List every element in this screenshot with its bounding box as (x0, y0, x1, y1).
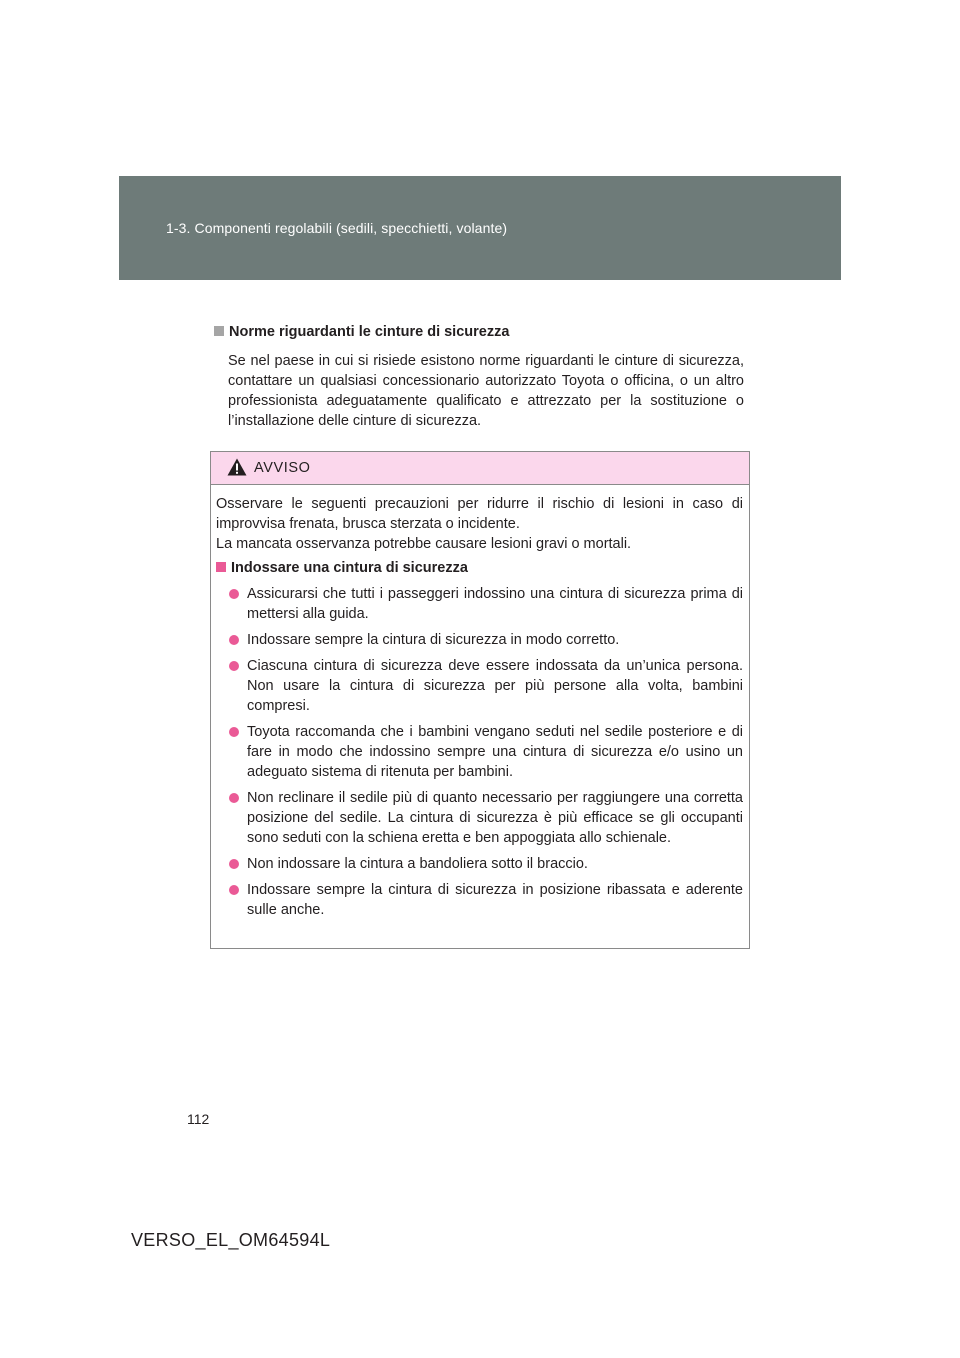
warning-box (210, 451, 750, 949)
circle-bullet-icon (229, 727, 239, 737)
list-item-text: Indossare sempre la cintura di sicurezza in modo corretto. (247, 632, 620, 648)
square-bullet-icon (216, 562, 226, 572)
list-item (216, 722, 743, 782)
list-item (216, 788, 743, 848)
list-item (216, 656, 743, 716)
circle-bullet-icon (229, 885, 239, 895)
list-item-text: Non reclinare il sedile più di quanto necessario per raggiungere una corretta posizione del sedile. La cintura di sicurezza è più efficace se gli occupanti sono seduti con la schiena eretta e ben appoggiata allo schienale. (247, 790, 743, 846)
circle-bullet-icon (229, 589, 239, 599)
list-item-text: Indossare sempre la cintura di sicurezza in posizione ribassata e aderente sulle anche. (247, 882, 743, 918)
warning-header (211, 452, 749, 485)
warning-intro-line-1: Osservare le seguenti precauzioni per ridurre il rischio di lesioni in caso di improvvisa frenata, brusca sterzata o incidente. (216, 496, 743, 532)
warning-intro (216, 494, 743, 554)
circle-bullet-icon (229, 859, 239, 869)
list-item (216, 630, 743, 650)
warning-subheading (216, 558, 743, 578)
chapter-header-band (119, 176, 841, 280)
list-item (216, 854, 743, 874)
circle-bullet-icon (229, 661, 239, 671)
circle-bullet-icon (229, 635, 239, 645)
warning-subheading-text: Indossare una cintura di sicurezza (231, 560, 468, 576)
list-item (216, 880, 743, 920)
section-heading (214, 322, 744, 342)
list-item-text: Non indossare la cintura a bandoliera sotto il braccio. (247, 856, 588, 872)
list-item-text: Assicurarsi che tutti i passeggeri indossino una cintura di sicurezza prima di mettersi alla guida. (247, 586, 743, 622)
list-item (216, 584, 743, 624)
section-body: Se nel paese in cui si risiede esistono norme riguardanti le cinture di sicurezza, contattare un qualsiasi concessionario autorizzato Toyota o officina, o un altro professionista adeguatamente qualificato e attrezzato per la sostituzione o l’installazione delle cinture di sicurezza. (228, 353, 744, 429)
list-item-text: Ciascuna cintura di sicurezza deve essere indossata da un’unica persona. Non usare la cintura di sicurezza per più persone alla volta, bambini compresi. (247, 658, 743, 714)
page-number: 112 (187, 1111, 210, 1127)
list-item-text: Toyota raccomanda che i bambini vengano seduti nel sedile posteriore e di fare in modo che indossino sempre una cintura di sicurezza e/o usino un adeguato sistema di ritenuta per bambini. (247, 724, 743, 780)
warning-triangle-icon (227, 458, 247, 476)
section-heading-text: Norme riguardanti le cinture di sicurezza (229, 324, 510, 340)
document-code: VERSO_EL_OM64594L (131, 1230, 331, 1250)
warning-label: AVVISO (254, 460, 311, 476)
square-bullet-icon (214, 326, 224, 336)
warning-body (211, 485, 749, 920)
chapter-title: 1-3. Componenti regolabili (sedili, specchietti, volante) (166, 220, 508, 236)
warning-intro-line-2: La mancata osservanza potrebbe causare lesioni gravi o mortali. (216, 536, 632, 552)
regulations-section (214, 322, 744, 431)
circle-bullet-icon (229, 793, 239, 803)
